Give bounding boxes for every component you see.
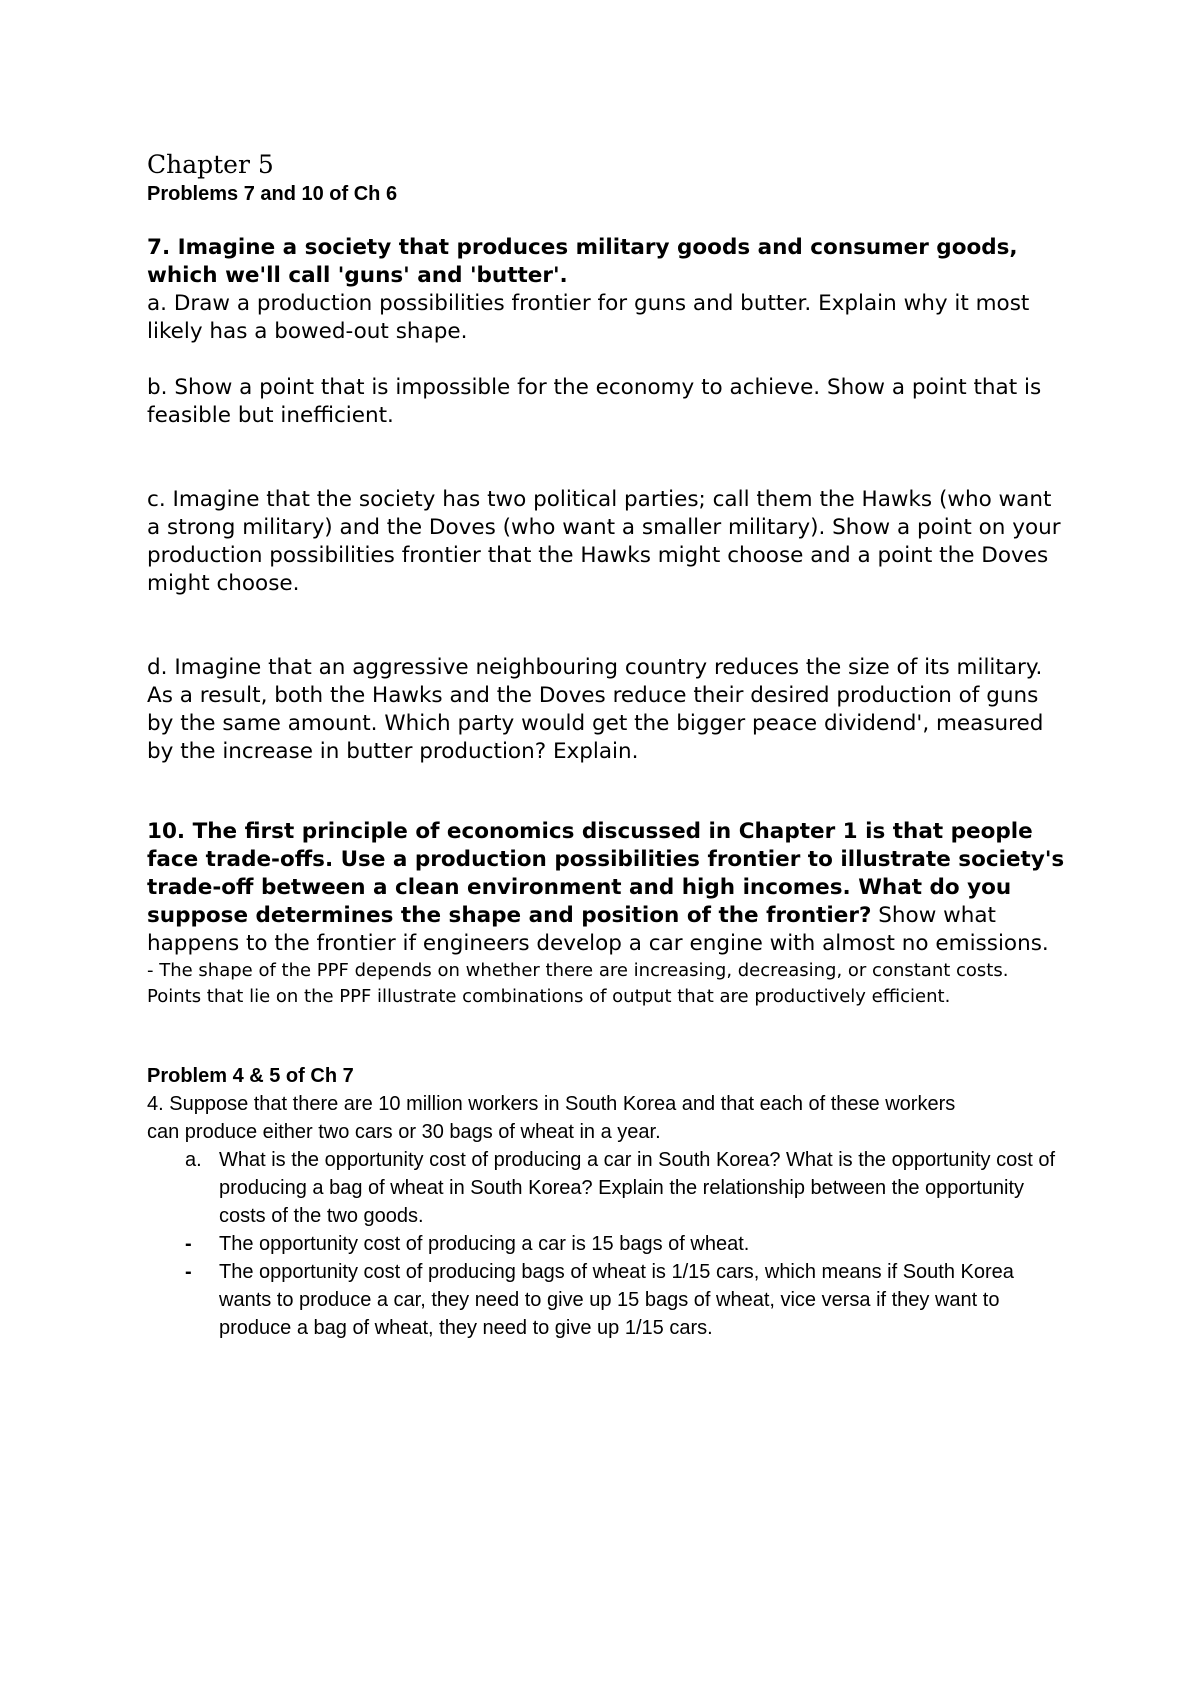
question-10-stem [147,818,1067,958]
subheading-ch6: Problems 7 and 10 of Ch 6 [147,183,398,205]
list-marker: - [185,1261,192,1283]
question-4-stem-line2: can produce either two cars or 30 bags of wheat in a year. [147,1121,661,1143]
question-10-stem-regular: Show what happens to the frontier if engineers develop a car engine with almost no emissions. [147,903,1049,956]
subheading-ch7: Problem 4 & 5 of Ch 7 [147,1065,354,1087]
question-10-stem-bold: 10. The first principle of economics discussed in Chapter 1 is that people face trade-offs. Use a production possibilities frontier to illustrate society's trade-off between a clean environment and high incomes. What do you suppose determines the shape and position of the frontier? [147,819,1065,928]
question-4-stem-line1: 4. Suppose that there are 10 million workers in South Korea and that each of these workers [147,1093,956,1115]
list-item-text: The opportunity cost of producing a car is 15 bags of wheat. [219,1233,750,1255]
list-item-text: The opportunity cost of producing bags of wheat is 1/15 cars, which means if South Korea wants to produce a car, they need to give up 15 bags of wheat, vice versa if they want to produce a bag of wheat, they need to give up 1/15 cars. [219,1261,1014,1339]
question-7d: d. Imagine that an aggressive neighbouring country reduces the size of its military. As a result, both the Hawks and the Doves reduce their desired production of guns by the same amount. Which party would get the bigger peace dividend', measured by the increase in butter production? Explain. [147,655,1044,764]
question-7b: b. Show a point that is impossible for the economy to achieve. Show a point that is feasible but inefficient. [147,375,1042,428]
list-item [147,1230,1067,1258]
list-item-text: What is the opportunity cost of producing a car in South Korea? What is the opportunity cost of producing a bag of wheat in South Korea? Explain the relationship between the opportunity costs of the two goods. [219,1149,1056,1227]
question-7c: c. Imagine that the society has two political parties; call them the Hawks (who want a strong military) and the Doves (who want a smaller military). Show a point on your production possibilities frontier that the Hawks might choose and a point the Doves might choose. [147,487,1061,596]
list-item [147,1258,1067,1342]
list-marker: - [185,1233,192,1255]
chapter-title: Chapter 5 [147,150,274,179]
question-7-stem: 7. Imagine a society that produces military goods and consumer goods, which we'll call 'guns' and 'butter'. [147,235,1018,288]
list-item [147,1146,1067,1230]
question-10-answer: - The shape of the PPF depends on whether there are increasing, decreasing, or constant costs. Points that lie on the PPF illustrate combinations of output that are productively efficient. [147,960,1009,1007]
question-7a: a. Draw a production possibilities frontier for guns and butter. Explain why it most likely has a bowed-out shape. [147,291,1030,344]
document-page [147,150,1067,1342]
list-marker: a. [185,1149,202,1171]
